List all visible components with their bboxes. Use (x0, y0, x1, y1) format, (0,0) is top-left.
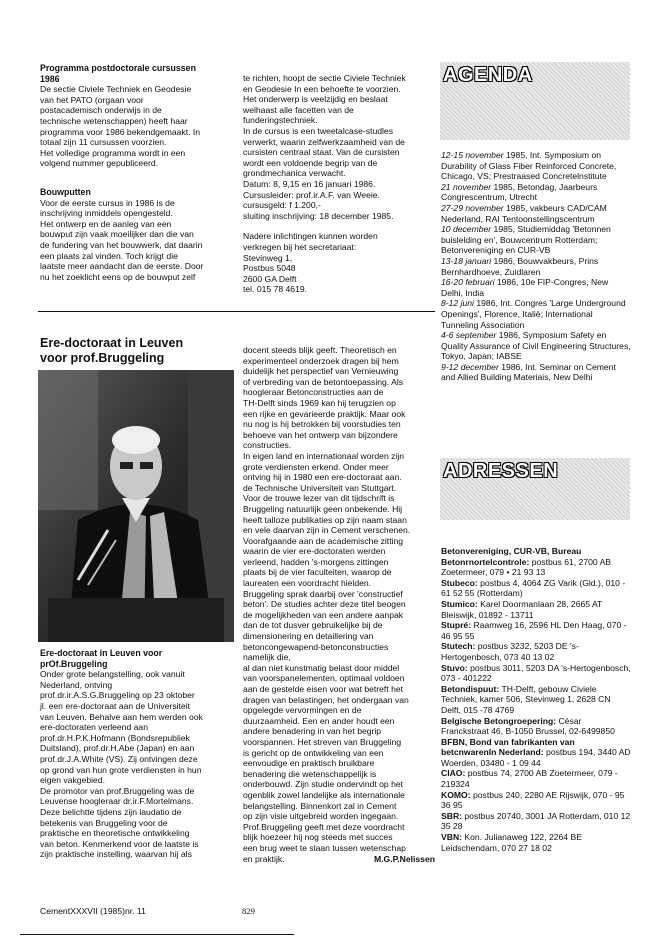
address-entry-name: Betonrnortelcontrole: (441, 556, 530, 567)
course-body: te richten, hoopt de sectie Civiele Techniek en Geodesie In een behoefte te voorzien. Het onderwerp is veelzijdig en beslaat welhaast alle facetten van de funderingstechniek. In de cursus is een tweetalcase-studles verwerkt, waarin zelfwerkzaamheid van de cursisten centraal staat. Van de cursisten wordt een voldoende begrip van de grondmechanica verwacht. Datum: 8, 9,15 en 16 januari 1986. Cursusleider: prof.ir.A.F. van Weeie. cursusgeld: f 1.200,- sluiting inschrijving: 18 december 1985. (243, 73, 406, 221)
address-entry-text: postbus 74, 2700 AB Zoetermeer, 079 - 219324 (441, 768, 618, 790)
bouwputten-heading: Bouwputten (40, 186, 91, 197)
address-entry-name: SBR: (441, 810, 463, 821)
address-entry (441, 737, 631, 769)
address-entry (441, 546, 631, 557)
address-entry-text: postbus 3232, 5203 DE 's-Hertogenbosch, 073 40 13 02 (441, 641, 579, 662)
address-entry (441, 599, 631, 620)
address-entry-text: TH-Delft, gebouw Civiele Techniek, kamer 506, Stevinweg 1, 2628 CN Delft, 015 -78 4769 (441, 683, 611, 715)
footer-journal: CementXXXVII (1985)nr. 11 (40, 906, 146, 916)
address-entry-name: Stuvo: (441, 662, 468, 673)
address-entry (441, 790, 631, 811)
agenda-item-text: 1986, Symposium Safety en Quality Assurance of Civil Engineering Structures, Tokyo, Japan; IABSE (441, 330, 631, 362)
ere-caption-title: Ere-doctoraat in Leuven voor prOf.Bruggeling (40, 648, 163, 669)
agenda-item-text: 1986, Int. Congres 'Large Underground Openings', Florence, Italië; International Tunneling Association (441, 298, 626, 330)
agenda-item (441, 203, 631, 224)
agenda-item-text: 1986, Bouwvakbeurs, Prins Bernhardhoeve, Zuidlaren (441, 255, 599, 277)
address-entry-text: Raamweg 16, 2596 HL Den Haag, 070 - 46 95 55 (441, 620, 627, 641)
address-entry-name: Stupré: (441, 620, 472, 631)
address-entry (441, 684, 631, 716)
ere-title-block (40, 336, 232, 366)
address-entry-text: postbus 240, 2280 AE Rijswijk, 070 - 95 36 95 (441, 789, 625, 811)
left-top-column (40, 63, 232, 282)
ere-middle-body: docent steeds blijk geeft. Theoretisch en experimenteel onderzoek dragen bij hem duidelijk het perspectief van Vernieuwing of verbreding van de betontoepassing. Als hoogleraar Betonconstructies aan de TH-Delft sinds 1969 kan hij terugzien op een rijke en gevarieerde praktijk. Maar ook nu nog is hij betrokken bij voorstudies ten behoeve van het ontwerp van bijzondere constructies. In eigen land en internationaal worden zijn grote verdiensten erkend. Onder meer ontving hij in 1980 een ere-doctoraat aan. de Technische Universiteit van Stuttgart. Voor de trouwe lezer van dit tijdschrift is Bruggeling natuurlijk geen onbekende. Hij heeft talloze publikaties op zijn naam staan en vele daarvan zijn in Cement verschenen. Voorafgaande aan de academische zitting waarin de vier ere-doctoraten werden verleend, hadden 's-morgens zittingen plaats bij de vier faculteiten, waarop de laureaten een voordracht hielden. Bruggeling sprak daarbij over 'constructief beton'. De studies achter deze titel beogen de mogelijkheden van een andere aanpak dan de tot dusver gebruikelijke bij de dimensionering en detaillering van betoncongewapend-betonconstructies namelijk die, al dan niet kunstmatig belast door middel van voorspanelementen, optimaal voldoen aan de gestelde eisen voor wat betreft het dragen van belastingen, het ondergaan van opgelegde vervormingen en de duurzaamheid. Een en ander houdt een andere benadering in van het begrip voorspannen. Het streven van Bruggeling is gericht op de ontwikkeling van een eenvoudige en praktisch bruikbare benadering die wetenschappelijk is onderbouwd. Zijn studie ondervindt op het ogenblik zowel landelijke als internationale belangstelling. Binnenkort zal in Cement op zijn visie uitgebreid worden ingegaan. Prof.Bruggeling geeft met deze voordracht blijk hoezeer hij nog steeds met succes een brug weet te slaan tussen wetenschap en praktijk. (243, 345, 411, 864)
agenda-item-text: 1986, Int. Seminar on Cement and Allied Building Materiais, New Delhi (441, 361, 616, 383)
address-entry-text: postbus 3011, 5203 DA 's-Hertogenbosch, 073 - 401222 (441, 662, 631, 684)
address-entry-name: CIAO: (441, 768, 466, 779)
pato-heading: Programma postdoctorale cursussen 1986 (40, 63, 196, 84)
address-entry (441, 557, 631, 578)
address-entry-name: KOMO: (441, 789, 471, 800)
agenda-item (441, 224, 631, 256)
agenda-item (441, 330, 631, 362)
adressen-list (441, 546, 631, 853)
agenda-item (441, 277, 631, 298)
address-entry (441, 578, 631, 599)
agenda-item-text: 1985, Studiemiddag 'Betonnen buislelding en', Bouwcentrum Rotterdam; Betonvereniging en CUR-VB (441, 224, 611, 256)
agenda-item (441, 298, 631, 330)
footer-rule (20, 934, 294, 935)
ere-caption-body: Onder grote belangstelling, ook vanuit Nederland, ontving prof.dr.ir.A.S.G.Bruggeling op 23 oktober jl. een ere-doctoraat aan de Universiteit van Leuven. Behalve aan hem werden ook ere-doctoraten verleend aan prof.dr.H.P.K.Hofmann (Bondsrepubliek Duitsland), prof.dr.H.Abe (Japan) en aan prof.dr.J.A.White (VS). Zij ontvingen deze op grond van hun grote verdiensten in hun eigen vakgebied. De promotor van prof.Bruggeling was de Leuvense hoogleraar dr.ir.F.Mortelmans. Deze belichtte tijdens zijn laudatio de betekenis van Bruggeling voor de praktische en theoretische ontwikkeling van beton. Kenmerkend voor de laatste is zijn praktische instelling, waarvan hij als (40, 669, 203, 860)
agenda-title: AGENDA (443, 64, 533, 86)
address-entry-text: postbus 20740, 3001 JA Rotterdam, 010 12 35 28 (441, 810, 631, 832)
agenda-item-date: 13-18 januari (441, 255, 492, 266)
agenda-item (441, 150, 631, 182)
address-entry (441, 811, 631, 832)
agenda-item-date: 21 november (441, 181, 492, 192)
address-entry-name: Stutech: (441, 641, 476, 652)
address-entry (441, 663, 631, 684)
adressen-title: ADRESSEN (443, 460, 559, 482)
agenda-item-date: 8-12 juni (441, 298, 474, 309)
address-entry-text: postbus 61, 2700 AB Zoetermeer, 079 • 21 93 13 (441, 556, 612, 578)
agenda-item-date: 16-20 februari (441, 277, 495, 288)
footer-page: 829 (242, 906, 255, 916)
address-entry-name: Betonvereniging, CUR-VB, Bureau (441, 546, 582, 556)
address-entry-text: postbus 4, 4064 ZG Varik (Gld.), 010 - 61 52 55 (Rotterdam) (441, 577, 626, 599)
agenda-item-date: 9-12 december (441, 361, 499, 372)
address-entry-text: postbus 194, 3440 AD Woerden, 03480 - 1 09 44 (441, 747, 631, 768)
address-entry-name: BFBN, Bond van fabrikanten van betcnwarenIn Nederland: (441, 736, 575, 758)
bruggeling-photo (38, 370, 234, 642)
agenda-item-text: 1985, Betondag, Jaarbeurs Congrescentrum, Utrecht (441, 181, 598, 203)
portrait-image (38, 370, 234, 642)
address-entry-text: César Franckstraat 46, B-1050 Brussel, 02-6499850 (441, 715, 615, 737)
ere-title: Ere-doctoraat in Leuven voor prof.Bruggeling (40, 336, 184, 365)
agenda-item (441, 182, 631, 203)
address-entry-name: Stubeco: (441, 577, 478, 588)
adressen-band (440, 458, 630, 520)
section-divider (38, 311, 435, 312)
address-entry (441, 768, 631, 789)
agenda-list (441, 150, 631, 383)
agenda-item-text: 1986, 10e FIP-Congres, New Delhi, India (441, 277, 609, 298)
address-entry-name: Betondispuut: (441, 683, 500, 694)
ere-caption-column (40, 648, 236, 860)
address-entry (441, 620, 631, 641)
course-contact: Nadere inlichtingen kunnen worden verkregen bij het secretariaat: Stevinweg 1, Postbus 5048 2600 GA Delft tel. 015 78 4619. (243, 231, 378, 295)
agenda-item-date: 27-29 november (441, 202, 504, 213)
address-entry-name: Belgische Betongroepering: (441, 715, 557, 726)
address-entry (441, 716, 631, 737)
agenda-item-date: 4-6 september (441, 330, 497, 341)
ere-signature: M.G.P.Nelissen (374, 854, 435, 865)
agenda-band (440, 62, 630, 140)
address-entry (441, 832, 631, 853)
pato-body: De sectie Civiele Techniek en Geodesie van het PATO (orgaan voor postacademisch onderwijs in de technische wetenschappen) heeft haar programma voor 1986 bekendgemaakt. In totaal zijn 11 cursussen voorzien. Het volledige programma wordt in een volgend nummer gepubliceerd. (40, 84, 201, 169)
agenda-item (441, 362, 631, 383)
agenda-item-text: 1985, Int. Symposium on Durability of Glass Fiber Reinforced Concrete, Chicago, VS; Prestraased Concretelnstitute (441, 150, 617, 182)
address-entry-text: Karel Doormanlaan 28, 2665 AT Bleiswijk, 01892 - 13711 (441, 598, 603, 620)
address-entry (441, 641, 631, 662)
address-entry-name: Stumico: (441, 598, 478, 609)
ere-middle-column (243, 345, 435, 865)
agenda-item-date: 12-15 november (441, 150, 504, 160)
bouwputten-body: Voor de eerste cursus in 1986 is de inschrijving inmiddels opengesteld. Het ontwerp en de aanleg van een bouwput zijn vaak moeilijker dan die van de fundering van het bouwwerk, dat daarin een plaats zal vinden. Toch krijgt die laatste meer aandacht dan de eerste. Door nu het zoeklicht eens op de bouwput zelf (40, 197, 204, 282)
middle-top-column (243, 73, 435, 295)
address-entry-text: Kon. Julianaweg 122, 2264 BE Leidschendam, 070 27 18 02 (441, 832, 582, 853)
address-entry-name: VBN: (441, 832, 463, 843)
agenda-item-date: 10 december (441, 224, 492, 235)
agenda-item-text: 1985, vakbeurs CAD/CAM Nederland, RAI Tentoonstellingscentrum (441, 202, 607, 224)
agenda-item (441, 256, 631, 277)
